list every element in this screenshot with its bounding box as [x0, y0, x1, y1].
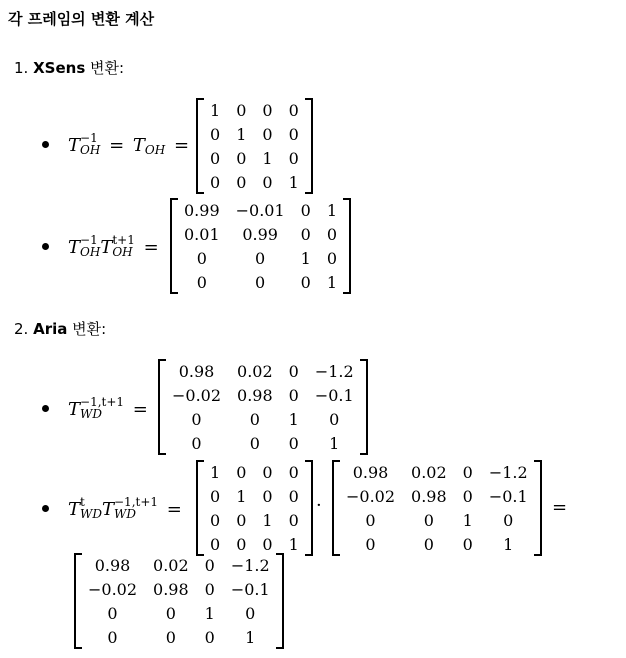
matrix-cell: 1 [329, 433, 340, 453]
matrix-cell: 1 [300, 248, 311, 268]
matrix-cell: 0.98 [411, 486, 447, 506]
matrix-row [202, 122, 307, 146]
matrix-row [164, 383, 362, 407]
matrix-cell: 0 [249, 433, 260, 453]
matrix-cell: −0.02 [172, 385, 222, 405]
matrix-cell: 0 [210, 486, 221, 506]
matrix-row [80, 553, 278, 577]
matrix-cell: 0 [236, 462, 247, 482]
matrix-cell: 0 [245, 603, 256, 623]
matrix-row [338, 484, 536, 508]
matrix-cell: 0 [210, 534, 221, 554]
matrix-row [176, 270, 345, 294]
matrix-cell: 1 [326, 200, 338, 220]
matrix-cell: 0 [107, 603, 118, 623]
matrix-row [202, 146, 307, 170]
matrix-row [164, 431, 362, 455]
matrix-cell: 0 [262, 486, 273, 506]
matrix-cell: 0.02 [411, 462, 447, 482]
matrix-cell: 0 [262, 172, 273, 192]
matrix-row [338, 460, 536, 484]
matrix-cell: 0 [236, 172, 247, 192]
matrix-cell: 0 [210, 172, 221, 192]
matrix-cell: 0 [288, 124, 299, 144]
matrix-cell: 1 [288, 409, 299, 429]
matrix-row [164, 359, 362, 383]
matrix-cell: 0 [249, 409, 260, 429]
matrix-cell: 0 [210, 510, 221, 530]
matrix-cell: 1 [288, 534, 299, 554]
matrix-cell: 0 [196, 272, 207, 292]
matrix-cell: 0 [236, 100, 247, 120]
matrix-cell: 0 [236, 534, 247, 554]
matrix-cell: 0 [300, 224, 311, 244]
section-xsens [14, 57, 124, 78]
matrix-cell: 0 [204, 555, 215, 575]
matrix-cell: 1 [462, 510, 473, 530]
matrix-cell: 0.98 [178, 361, 215, 381]
multiply-dot: · [316, 495, 322, 516]
matrix-cell: −0.02 [88, 579, 138, 599]
matrix-cell: 0 [204, 579, 215, 599]
matrix-cell: 0 [462, 486, 473, 506]
matrix-cell: 0.02 [153, 555, 189, 575]
matrix-cell: 0 [503, 510, 514, 530]
matrix-aria-result [74, 553, 284, 649]
matrix-cell: 1 [236, 124, 247, 144]
matrix-row [176, 198, 345, 222]
matrix-cell: 0 [326, 224, 338, 244]
matrix-cell: 0 [288, 433, 299, 453]
matrix-cell: 1 [503, 534, 514, 554]
section-suffix: 변환: [85, 59, 125, 77]
matrix-cell: 0 [288, 385, 299, 405]
matrix-xsens-product [170, 198, 351, 294]
equals-sign: = [552, 497, 568, 518]
matrix-cell: 0.99 [184, 200, 220, 220]
matrix-cell: 0 [165, 627, 176, 647]
matrix-row [176, 246, 345, 270]
matrix-row [202, 170, 307, 194]
matrix-cell: 0 [191, 409, 202, 429]
matrix-row [164, 407, 362, 431]
matrix-row [338, 532, 536, 556]
equation-aria-inverse: T −1,t+1 WD = [68, 395, 148, 421]
matrix-cell: 0 [236, 510, 247, 530]
bullet [42, 505, 49, 512]
matrix-cell: 0 [191, 433, 202, 453]
matrix-cell: 0 [329, 409, 340, 429]
matrix-cell: 0 [288, 148, 299, 168]
matrix-cell: 0.98 [94, 555, 131, 575]
matrix-xsens-inverse [196, 98, 313, 194]
matrix-cell: −1.2 [488, 462, 528, 482]
section-aria [14, 318, 106, 339]
matrix-cell: 1 [262, 148, 273, 168]
matrix-cell: 0 [365, 534, 376, 554]
matrix-cell: 0.98 [352, 462, 389, 482]
matrix-cell: 0 [288, 361, 299, 381]
matrix-row [80, 577, 278, 601]
matrix-cell: 0 [288, 486, 299, 506]
matrix-cell: −0.1 [230, 579, 270, 599]
matrix-cell: 0 [204, 627, 215, 647]
matrix-cell: 0 [262, 124, 273, 144]
matrix-cell: 0 [300, 272, 311, 292]
section-number: 2. [14, 320, 29, 338]
matrix-cell: 0 [196, 248, 207, 268]
matrix-cell: 0.01 [184, 224, 220, 244]
matrix-cell: 0 [107, 627, 118, 647]
matrix-cell: 0 [288, 462, 299, 482]
matrix-cell: 0 [262, 534, 273, 554]
matrix-aria-identity [196, 460, 313, 556]
matrix-cell: 1 [210, 100, 221, 120]
bullet [42, 141, 49, 148]
matrix-cell: 1 [326, 272, 338, 292]
matrix-row [80, 625, 278, 649]
matrix-cell: 0 [326, 248, 338, 268]
matrix-cell: −0.1 [488, 486, 528, 506]
matrix-cell: 0 [300, 200, 311, 220]
section-name: Aria [33, 320, 68, 338]
matrix-cell: 0.02 [237, 361, 273, 381]
matrix-row [202, 508, 307, 532]
matrix-cell: 1 [210, 462, 221, 482]
matrix-cell: 0 [288, 100, 299, 120]
matrix-cell: 1 [204, 603, 215, 623]
bullet [42, 243, 49, 250]
matrix-cell: 0.99 [242, 224, 278, 244]
matrix-row [202, 98, 307, 122]
equation-aria-product: T t WD T −1,t+1 WD = [68, 495, 182, 521]
matrix-cell: 0.98 [237, 385, 273, 405]
matrix-cell: 0 [236, 148, 247, 168]
matrix-cell: 1 [262, 510, 273, 530]
matrix-cell: 0 [255, 272, 266, 292]
matrix-cell: 0 [262, 100, 273, 120]
matrix-cell: −0.1 [314, 385, 354, 405]
matrix-row [202, 460, 307, 484]
matrix-row [338, 508, 536, 532]
matrix-cell: 0 [210, 124, 221, 144]
matrix-cell: −1.2 [230, 555, 270, 575]
matrix-aria-inverse [158, 359, 368, 455]
page-title: 각 프레임의 변환 계산 [8, 10, 155, 28]
matrix-row [176, 222, 345, 246]
matrix-row [202, 484, 307, 508]
equation-xsens-product: T −1 OH T t+1 OH = [68, 233, 159, 259]
section-number: 1. [14, 59, 29, 77]
matrix-cell: 0 [423, 534, 434, 554]
matrix-cell: 0 [423, 510, 434, 530]
equation-xsens-inverse: T −1 OH = T OH = [68, 131, 190, 157]
matrix-cell: 1 [288, 172, 299, 192]
matrix-cell: 0 [255, 248, 266, 268]
matrix-cell: 0 [462, 462, 473, 482]
matrix-row [80, 601, 278, 625]
matrix-cell: 0 [288, 510, 299, 530]
section-name: XSens [33, 59, 86, 77]
matrix-cell: 0 [365, 510, 376, 530]
matrix-cell: 0.98 [153, 579, 189, 599]
bullet [42, 405, 49, 412]
matrix-cell: 0 [165, 603, 176, 623]
matrix-cell: −1.2 [314, 361, 354, 381]
matrix-cell: 0 [462, 534, 473, 554]
matrix-cell: 0 [210, 148, 221, 168]
matrix-cell: 0 [262, 462, 273, 482]
matrix-cell: −0.02 [346, 486, 396, 506]
matrix-aria-inverse-2 [332, 460, 542, 556]
matrix-cell: −0.01 [235, 200, 285, 220]
matrix-cell: 1 [245, 627, 256, 647]
section-suffix: 변환: [67, 320, 107, 338]
matrix-cell: 1 [236, 486, 247, 506]
